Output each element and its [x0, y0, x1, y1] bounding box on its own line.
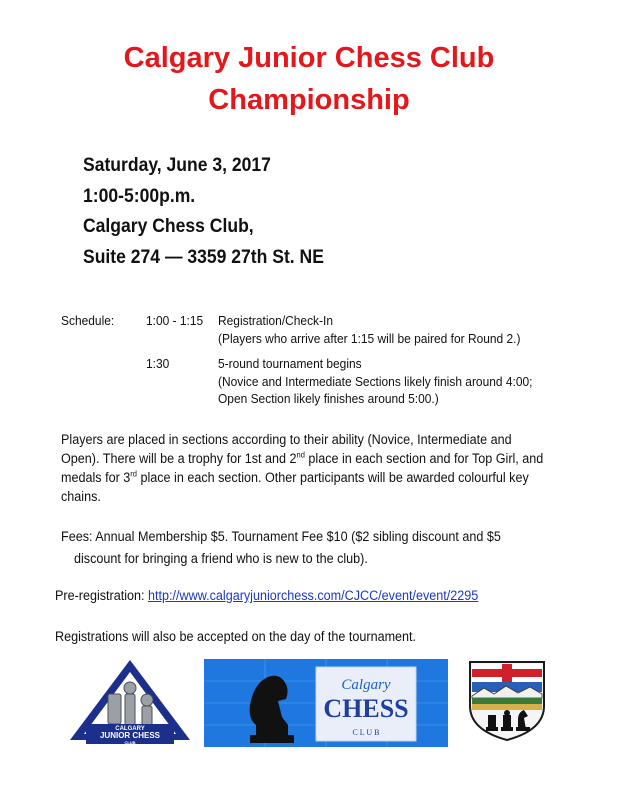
pawn-piece-icon — [141, 694, 153, 706]
schedule-line: (Players who arrive after 1:15 will be paired for Round 2.) — [218, 330, 521, 346]
title-line-2: Championship — [208, 84, 410, 116]
schedule-desc-1 — [218, 312, 520, 347]
club-logo-word1: Calgary — [341, 677, 391, 693]
schedule-time-1: 1:00 - 1:15 — [146, 313, 204, 328]
paragraph-line: medals for 3rd place in each section. Other participants will be awarded colourful key — [61, 469, 529, 485]
event-venue: Calgary Chess Club, — [83, 215, 254, 237]
schedule-line: Registration/Check-In — [218, 313, 333, 328]
junior-logo-line1: CALGARY — [115, 726, 145, 732]
preregistration-label: Pre-registration: — [55, 588, 149, 603]
rook-piece-icon — [108, 694, 121, 724]
calgary-chess-club-logo — [204, 659, 448, 747]
title-line-1: Calgary Junior Chess Club — [123, 42, 495, 74]
onsite-registration-note: Registrations will also be accepted on the day of the tournament. — [55, 629, 417, 644]
paragraph-line: chains. — [61, 489, 101, 504]
rook-piece-icon — [488, 715, 496, 729]
schedule-time-2: 1:30 — [146, 356, 170, 371]
fees-line-1: Fees: Annual Membership $5. Tournament Fee $10 ($2 sibling discount and $5 — [61, 529, 501, 544]
sections-paragraph — [61, 430, 543, 506]
event-details — [83, 150, 324, 272]
schedule-line: 5-round tournament begins — [218, 356, 362, 371]
junior-chess-club-logo — [68, 654, 192, 746]
event-address: Suite 274 — 3359 27th St. NE — [83, 245, 324, 268]
event-date: Saturday, June 3, 2017 — [83, 154, 271, 176]
junior-logo-line2: JUNIOR CHESS — [99, 731, 161, 740]
schedule-line: (Novice and Intermediate Sections likely finish around 4:00; — [218, 373, 533, 389]
junior-logo-line3: CLUB — [124, 740, 136, 745]
crest-logo — [466, 660, 548, 742]
preregistration — [55, 586, 478, 605]
schedule-label: Schedule: — [61, 313, 115, 328]
fees-line-2: discount for bringing a friend who is new to the club). — [74, 551, 368, 566]
paragraph-line: Players are placed in sections according to their ability (Novice, Intermediate and — [61, 432, 512, 447]
schedule-line: Open Section likely finishes around 5:00.) — [218, 391, 439, 406]
preregistration-link[interactable]: http://www.calgaryjuniorchess.com/CJCC/event/event/2295 — [148, 588, 479, 603]
event-time: 1:00-5:00p.m. — [83, 184, 196, 207]
club-logo-word2: CHESS — [323, 694, 409, 723]
club-logo-word3: C L U B — [352, 728, 380, 737]
schedule-desc-2 — [218, 355, 532, 408]
king-piece-icon — [124, 682, 136, 694]
paragraph-line: Open). There will be a trophy for 1st and 2nd place in each section and for Top Girl, and — [61, 450, 544, 466]
